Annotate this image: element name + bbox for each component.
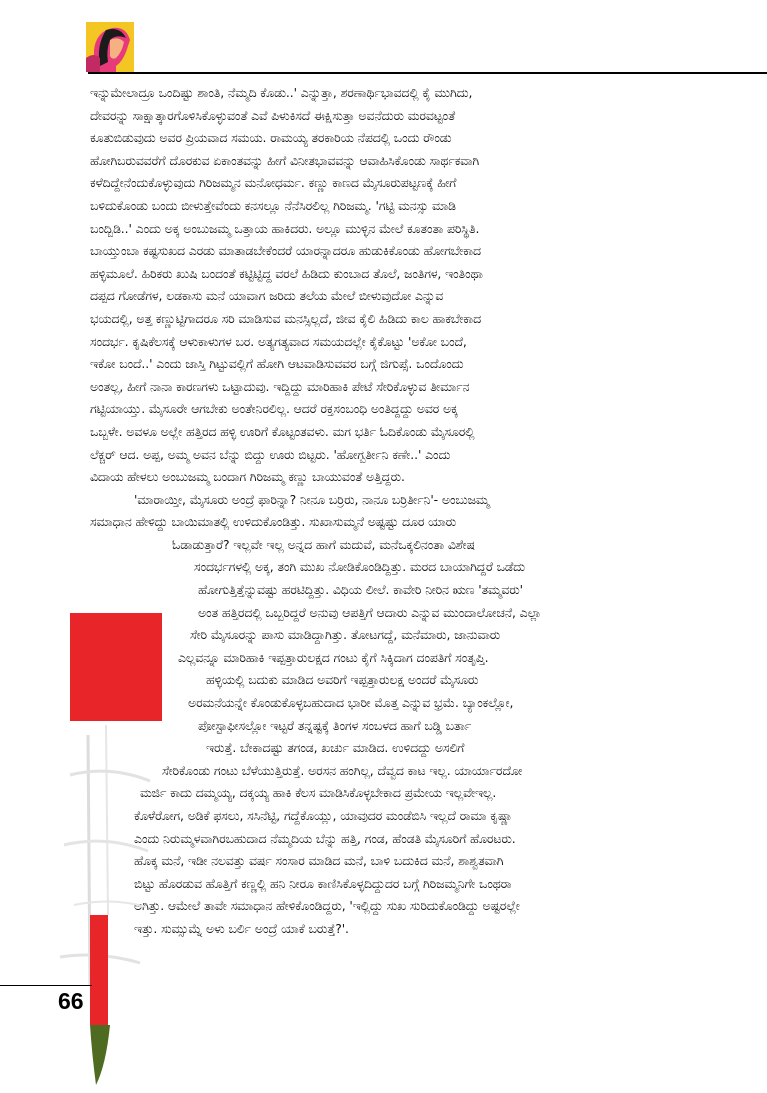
text-line: ಹಳ್ಳಿಯಲ್ಲಿ ಬದುಕು ಮಾಡಿದ ಅವರಿಗೆ ಇಪ್ಪತ್ತಾರುಲಕ್ಷ ಅಂದರೆ ಮೈಸೂರು — [206, 672, 479, 688]
text-line: ಕೂತುಬಿಡುವುದು ಅವರ ಪ್ರಿಯವಾದ ಸಮಯ. ರಾಮಯ್ಯ ತರಕಾರಿಯ ನೆಪದಲ್ಲಿ ಒಂದು ರೌಂಡು — [90, 130, 452, 146]
text-line: ಎಲ್ಲವನ್ನೂ ಮಾರಿಹಾಕಿ ಇಪ್ಪತ್ತಾರುಲಕ್ಷದ ಗಂಟು ಕೈಗೆ ಸಿಕ್ಕಿದಾಗ ದಂಪತಿಗೆ ಸಂತೃಪ್ತಿ. — [178, 649, 489, 665]
text-line: ಸಂದರ್ಭ. ಕೃಷಿಕೆಲಸಕ್ಕೆ ಆಳುಕಾಳುಗಳ ಬರ. ಅತ್ಯಗತ್ಯವಾದ ಸಮಯದಲ್ಲೇ ಕೈಕೊಟ್ಟು 'ಅಕೋ ಬಂದೆ, — [90, 333, 467, 349]
text-line: ಹಳ್ಳಿಮೂಲೆ. ಹಿರಿಕರು ಖುಷಿ ಬಂದಂತೆ ಕಟ್ಟಿಟ್ಟಿದ್ದ ವರಲೆ ಹಿಡಿದು ಕುಂಬಾದ ತೊಲೆ, ಜಂತಿಗಳ, ಇಂತಿಂಥಾ — [90, 265, 483, 281]
text-line: ಎಂದು ನಿರುಮ್ಮಳವಾಗಿರಬಹುದಾದ ನೆಮ್ಮದಿಯ ಬೆನ್ನು ಹತ್ತಿ, ಗಂಡ, ಹೆಂಡತಿ ಮೈಸೂರಿಗೆ ಹೊರಟರು. — [134, 830, 516, 846]
text-line: ಪೋಸ್ಟಾಫೀಸಲ್ಲೋ ಇಟ್ಟರೆ ತನ್ನಷ್ಟಕ್ಕೆ ತಿಂಗಳ ಸಂಬಳದ ಹಾಗೆ ಬಡ್ಡಿ ಬರ್ತಾ — [198, 717, 472, 733]
text-line: ಹೊಕ್ಕ ಮನೆ, ಇಡೀ ನಲವತ್ತು ವರ್ಷ ಸಂಸಾರ ಮಾಡಿದ ಮನೆ, ಬಾಳಿ ಬದುಕಿದ ಮನೆ, ಶಾಶ್ವತವಾಗಿ — [134, 853, 504, 869]
text-line: 'ಮಾರಾಯ್ತೀ, ಮೈಸೂರು ಅಂದ್ರೆ ಫಾರಿನ್ನಾ? ನೀನೂ ಬರ್ರಿರು, ನಾನೂ ಬರ್ರಿರ್ತೀನಿ'- ಅಂಬುಜಮ್ಮ — [134, 491, 490, 507]
text-line: ವಿದಾಯ ಹೇಳಲು ಅಂಬುಜಮ್ಮ ಬಂದಾಗ ಗಿರಿಜಮ್ಮ ಕಣ್ಣು ಬಾಯುವಂತೆ ಅತ್ತಿದ್ದರು. — [90, 469, 405, 485]
text-line: ಸೇರಿಕೊಂಡು ಗಂಟು ಬೆಳೆಯುತ್ತಿರುತ್ತೆ. ಅರಸನ ಹಂಗಿಲ್ಲ, ದೆವ್ವದ ಕಾಟ ಇಲ್ಲ. ಯಾರ್ಯಾರದೋ — [162, 762, 523, 778]
text-line: ಸೇರಿ ಮೈಸೂರನ್ನು ಪಾಸು ಮಾಡಿದ್ದಾಗಿತ್ತು. ತೋಟಗದ್ದೆ, ಮನೆಮಾರು, ಜಾನುವಾರು — [190, 627, 501, 643]
text-line: ಕೊಳೆರೋಗ, ಅಡಿಕೆ ಫಸಲು, ಸಸಿನೆಟ್ಟಿ, ಗದ್ದೆಕೊಯ್ಲು, ಯಾವುದರ ಮಂಡೆಬಿಸಿ ಇಲ್ಲದೆ ರಾಮಾ ಕೃಷ್ಣಾ — [134, 808, 513, 823]
text-line: ಇರುತ್ತೆ. ಬೇಕಾದಷ್ಟು ತಗಂಡ, ಖರ್ಚು ಮಾಡಿದ. ಉಳಿದದ್ದು ಅಸಲಿಗೆ — [206, 740, 465, 756]
text-line: ಬಾಯ್ತುಂಬಾ ಕಷ್ಟಸುಖದ ಎರಡು ಮಾತಾಡಬೇಕೆಂದರೆ ಯಾರನ್ನಾದರೂ ಹುಡುಕಿಕೊಂಡು ಹೋಗಬೇಕಾದ — [90, 243, 481, 259]
text-line: ಲೆಕ್ಚರ್ ಆದ. ಅಪ್ಪ, ಅಮ್ಮ ಅವನ ಬೆನ್ನು ಬಿದ್ದು ಊರು ಬಿಟ್ಟರು. 'ಹೋಗ್ಬರ್ತೀನಿ ಕಣೇ..' ಎಂದು — [90, 446, 451, 462]
text-line: ಅಂತ ಹತ್ತಿರದಲ್ಲಿ ಒಬ್ಬರಿದ್ದರೆ ಅನುವು ಆಪತ್ತಿಗೆ ಆದಾರು ಎನ್ನುವ ಮುಂದಾಲೋಚನೆ, ಎಲ್ಲಾ — [198, 604, 542, 620]
text-line: ಇನ್ನುಮೇಲಾದ್ರೂ ಒಂದಿಷ್ಟು ಶಾಂತಿ, ನೆಮ್ಮದಿ ಕೊಡು..' ಎನ್ನುತ್ತಾ, ಶರಣಾರ್ಥಿಭಾವದಲ್ಲಿ ಕೈ ಮುಗಿದು, — [90, 85, 473, 100]
magazine-logo — [86, 22, 134, 72]
text-line: ಸಂದರ್ಭಗಳಲ್ಲಿ ಅಕ್ಕ, ತಂಗಿ ಮುಖ ನೋಡಿಕೊಂಡಿದ್ದಿತ್ತು. ಮರದ ಬಾಯಾಗಿದ್ದರೆ ಒಡೆದು — [194, 559, 525, 575]
text-line: ಇಕೋ ಬಂದೆ..' ಎಂದು ಜಾಸ್ತಿ ಗಿಟ್ಟುವಲ್ಲಿಗೆ ಹೋಗಿ ಆಟವಾಡಿಸುವವರ ಬಗ್ಗೆ ಜಿಗುಪ್ಸೆ. ಒಂದೊಂದು — [90, 356, 464, 372]
text-line: ಬಂದ್ಬಿಡಿ..' ಎಂದು ಅಕ್ಕ ಅಂಬುಜಮ್ಮ ಒತ್ತಾಯ ಹಾಕಿದರು. ಅಲ್ಲೂ ಮುಳ್ಳಿನ ಮೇಲೆ ಕೂತಂತಾ ಪರಿಸ್ಥಿತಿ. — [90, 220, 480, 236]
text-line: ಓಡಾಡುತ್ತಾರೆ? ಇಲ್ಲವೇ ಇಲ್ಲ ಅನ್ನದ ಹಾಗೆ ಮದುವೆ, ಮನೆಒಕ್ಕಲಿನಂತಾ ವಿಶೇಷ — [172, 536, 475, 552]
text-line: ಅಂತಲ್ಲ, ಹೀಗೆ ನಾನಾ ಕಾರಣಗಳು ಒಟ್ಟಾದುವು. ಇದ್ದಿದ್ದು ಮಾರಿಹಾಕಿ ಪೇಟೆ ಸೇರಿಕೊಳ್ಳುವ ತೀರ್ಮಾನ — [90, 378, 470, 394]
text-line: ಆಗಿತ್ತು. ಆಮೇಲೆ ತಾವೇ ಸಮಾಧಾನ ಹೇಳಿಕೊಂಡಿದ್ದರು, 'ಇಲ್ಲಿದ್ದು ಸುಖ ಸುರಿದುಕೊಂಡಿದ್ದು ಅಷ್ಟರಲ್ಲೇ — [134, 898, 520, 914]
text-line: ದೇವರನ್ನು ಸಾಕ್ಷಾತ್ಕಾರಗೊಳಿಸಿಕೊಳ್ಳುವಂತೆ ಎವೆ ಪಿಳುಕಿಸದೆ ಈಕ್ಷಿಸುತ್ತಾ ಅವನೆದುರು ಮರವಟ್ಟಂತೆ — [90, 107, 456, 123]
text-line: ಬಿಟ್ಟು ಹೊರಡುವ ಹೊತ್ತಿಗೆ ಕಣ್ಣಲ್ಲಿ ಹನಿ ನೀರೂ ಕಾಣಿಸಿಕೊಳ್ಳದಿದ್ದುದರ ಬಗ್ಗೆ ಗಿರಿಜಮ್ಮನಿಗೇ ಒಂಥರಾ — [134, 875, 512, 891]
text-line: ಇತ್ತು. ಸುಮ್ಸುಮ್ನೆ ಅಳು ಬರ್ಲಿ ಅಂದ್ರೆ ಯಾಕೆ ಬರುತ್ತೆ?'. — [134, 920, 349, 936]
text-line: ದಪ್ಪದ ಗೋಡೆಗಳ, ಲಡಕಾಸು ಮನೆ ಯಾವಾಗ ಜರಿದು ತಲೆಯ ಮೇಲೆ ಬೀಳುವುದೋ ಎನ್ನುವ — [90, 288, 444, 304]
decorative-artwork — [30, 585, 170, 1085]
text-line: ಹೋಗುತ್ತಿತ್ತೆನ್ನುವಷ್ಟು ಹರಟಿದ್ದಿತ್ತು. ವಿಧಿಯ ಲೀಲೆ. ಕಾವೇರಿ ನೀರಿನ ಋಣ 'ತಮ್ಮವರು' — [198, 582, 523, 598]
text-line: ಭಯದಲ್ಲಿ, ಅತ್ತ ಕಣ್ಣುಟ್ಟಿಗಾದರೂ ಸರಿ ಮಾಡಿಸುವ ಮನಸ್ಸಿಲ್ಲದೆ, ಜೀವ ಕೈಲಿ ಹಿಡಿದು ಕಾಲ ಹಾಕಬೇಕಾದ — [90, 310, 481, 326]
article-body — [90, 82, 720, 941]
footer-rule — [0, 985, 92, 986]
page-number: 66 — [58, 988, 84, 1014]
header-rule — [88, 72, 767, 74]
text-line: ಬಳಿದುಕೊಂಡು ಬಂದು ಬೀಳುತ್ತೇವೆಂದು ಕನಸಲ್ಲೂ ನೆನೆಸಿರಲಿಲ್ಲ ಗಿರಿಜಮ್ಮ. 'ಗಟ್ಟಿ ಮನಸ್ಸು ಮಾಡಿ — [90, 197, 456, 213]
text-line: ಮರ್ಜಿ ಕಾದು ದಮ್ಮಯ್ಯ, ದಕ್ಕಯ್ಯ ಹಾಕಿ ಕೆಲಸ ಮಾಡಿಸಿಕೊಳ್ಳಬೇಕಾದ ಪ್ರಮೇಯ ಇಲ್ಲವೇಇಲ್ಲ. — [140, 785, 497, 801]
text-line: ಗಟ್ಟಿಯಾಯ್ತು. ಮೈಸೂರೇ ಆಗಬೇಕು ಅಂತೇನಿರಲಿಲ್ಲ. ಆದರೆ ರಕ್ತಸಂಬಂಧಿ ಅಂತಿದ್ದದ್ದು ಅವರ ಅಕ್ಕ — [90, 401, 458, 417]
text-line: ಅರಮನೆಯನ್ನೇ ಕೊಂಡುಕೊಳ್ಳಬಹುದಾದ ಭಾರೀ ಮೊತ್ತ ಎನ್ನುವ ಭ್ರಮೆ. ಬ್ಯಾಂಕಲ್ಲೋ, — [188, 695, 514, 711]
text-line: ಸಮಾಧಾನ ಹೇಳಿದ್ದು ಬಾಯಿಮಾತಲ್ಲಿ ಉಳಿದುಕೊಂಡಿತ್ತು. ಸುಖಾಸುಮ್ಮನೆ ಅಷ್ಟಷ್ಟು ದೂರ ಯಾರು — [90, 514, 457, 530]
text-line: ಹೋಗಿಬರುವವರೆಗೆ ದೊರಕುವ ಏಕಾಂತವನ್ನು ಹೀಗೆ ವಿನೀತಭಾವವನ್ನು ಆವಾಹಿಸಿಕೊಂಡು ಸಾರ್ಥಕವಾಗಿ — [90, 152, 480, 168]
text-line: ಒಬ್ಬಳೇ. ಅವಳೂ ಅಲ್ಲೇ ಹತ್ತಿರದ ಹಳ್ಳಿ ಊರಿಗೆ ಕೊಟ್ಟಂತವಳು. ಮಗ ಭರ್ತಿ ಓದಿಕೊಂಡು ಮೈಸೂರಲ್ಲಿ — [90, 423, 475, 439]
text-line: ಕಳೆದಿದ್ದೇನೆಂದುಕೊಳ್ಳುವುದು ಗಿರಿಜಮ್ಮನ ಮನೋಧರ್ಮ. ಕಣ್ಣು ಕಾಣದ ಮೈಸೂರುಪಟ್ಟಣಕ್ಕೆ ಹೀಗೆ — [90, 175, 457, 191]
